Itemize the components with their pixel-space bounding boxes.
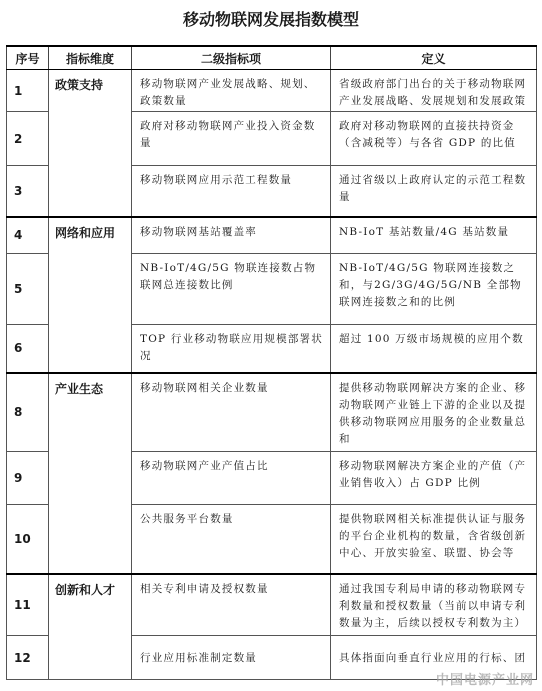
row-number: 11 xyxy=(7,574,49,636)
row-number: 6 xyxy=(7,325,49,373)
table-row xyxy=(7,217,537,254)
secondary-indicator: 移动物联网产业发展战略、规划、政策数量 xyxy=(132,70,331,112)
dimension-network: 网络和应用 xyxy=(49,217,132,373)
row-number: 10 xyxy=(7,505,49,574)
definition: NB-IoT/4G/5G 物联网连接数之和，与2G/3G/4G/5G/NB 全部物联网连接数之和的比例 xyxy=(331,254,537,325)
definition: NB-IoT 基站数量/4G 基站数量 xyxy=(331,217,537,254)
dimension-industry: 产业生态 xyxy=(49,373,132,574)
definition: 移动物联网解决方案企业的产值（产业销售收入）占 GDP 比例 xyxy=(331,452,537,505)
secondary-indicator: 移动物联网基站覆盖率 xyxy=(132,217,331,254)
definition: 提供移动物联网解决方案的企业、移动物联网产业链上下游的企业以及提供移动物联网应用服务的企业数量总和 xyxy=(331,373,537,452)
row-number: 12 xyxy=(7,636,49,680)
secondary-indicator: 移动物联网相关企业数量 xyxy=(132,373,331,452)
secondary-indicator: 公共服务平台数量 xyxy=(132,505,331,574)
header-no: 序号 xyxy=(7,46,49,70)
table-row xyxy=(7,70,537,112)
table-row xyxy=(7,574,537,636)
row-number: 4 xyxy=(7,217,49,254)
row-number: 3 xyxy=(7,166,49,217)
definition: 超过 100 万级市场规模的应用个数 xyxy=(331,325,537,373)
secondary-indicator: 移动物联网应用示范工程数量 xyxy=(132,166,331,217)
definition: 通过省级以上政府认定的示范工程数量 xyxy=(331,166,537,217)
definition: 具体指面向垂直行业应用的行标、团 xyxy=(331,636,537,680)
watermark-logo: 中国电源产业网 xyxy=(435,673,534,688)
secondary-indicator: 行业应用标准制定数量 xyxy=(132,636,331,680)
definition: 通过我国专利局申请的移动物联网专利数量和授权数量（当前以申请专利数量为主，后续以授权专利数为主） xyxy=(331,574,537,636)
header-secondary-indicator: 二级指标项 xyxy=(132,46,331,70)
dimension-innovation: 创新和人才 xyxy=(49,574,132,680)
dimension-policy: 政策支持 xyxy=(49,70,132,217)
table-row xyxy=(7,373,537,452)
header-definition: 定义 xyxy=(331,46,537,70)
secondary-indicator: 相关专利申请及授权数量 xyxy=(132,574,331,636)
page-title: 移动物联网发展指数模型 xyxy=(182,10,359,29)
secondary-indicator: 政府对移动物联网产业投入资金数量 xyxy=(132,112,331,166)
row-number: 8 xyxy=(7,373,49,452)
index-model-table xyxy=(6,45,537,680)
row-number: 5 xyxy=(7,254,49,325)
definition: 提供物联网相关标准提供认证与服务的平台企业机构的数量，含省级创新中心、开放实验室、联盟、协会等 xyxy=(331,505,537,574)
secondary-indicator: 移动物联网产业产值占比 xyxy=(132,452,331,505)
definition: 省级政府部门出台的关于移动物联网产业发展战略、发展规划和发展政策 xyxy=(331,70,537,112)
row-number: 1 xyxy=(7,70,49,112)
header-dimension: 指标维度 xyxy=(49,46,132,70)
table-header-row xyxy=(7,46,537,70)
definition: 政府对移动物联网的直接扶持资金（含减税等）与各省 GDP 的比值 xyxy=(331,112,537,166)
secondary-indicator: NB-IoT/4G/5G 物联连接数占物联网总连接数比例 xyxy=(132,254,331,325)
row-number: 9 xyxy=(7,452,49,505)
secondary-indicator: TOP 行业移动物联应用规模部署状况 xyxy=(132,325,331,373)
row-number: 2 xyxy=(7,112,49,166)
